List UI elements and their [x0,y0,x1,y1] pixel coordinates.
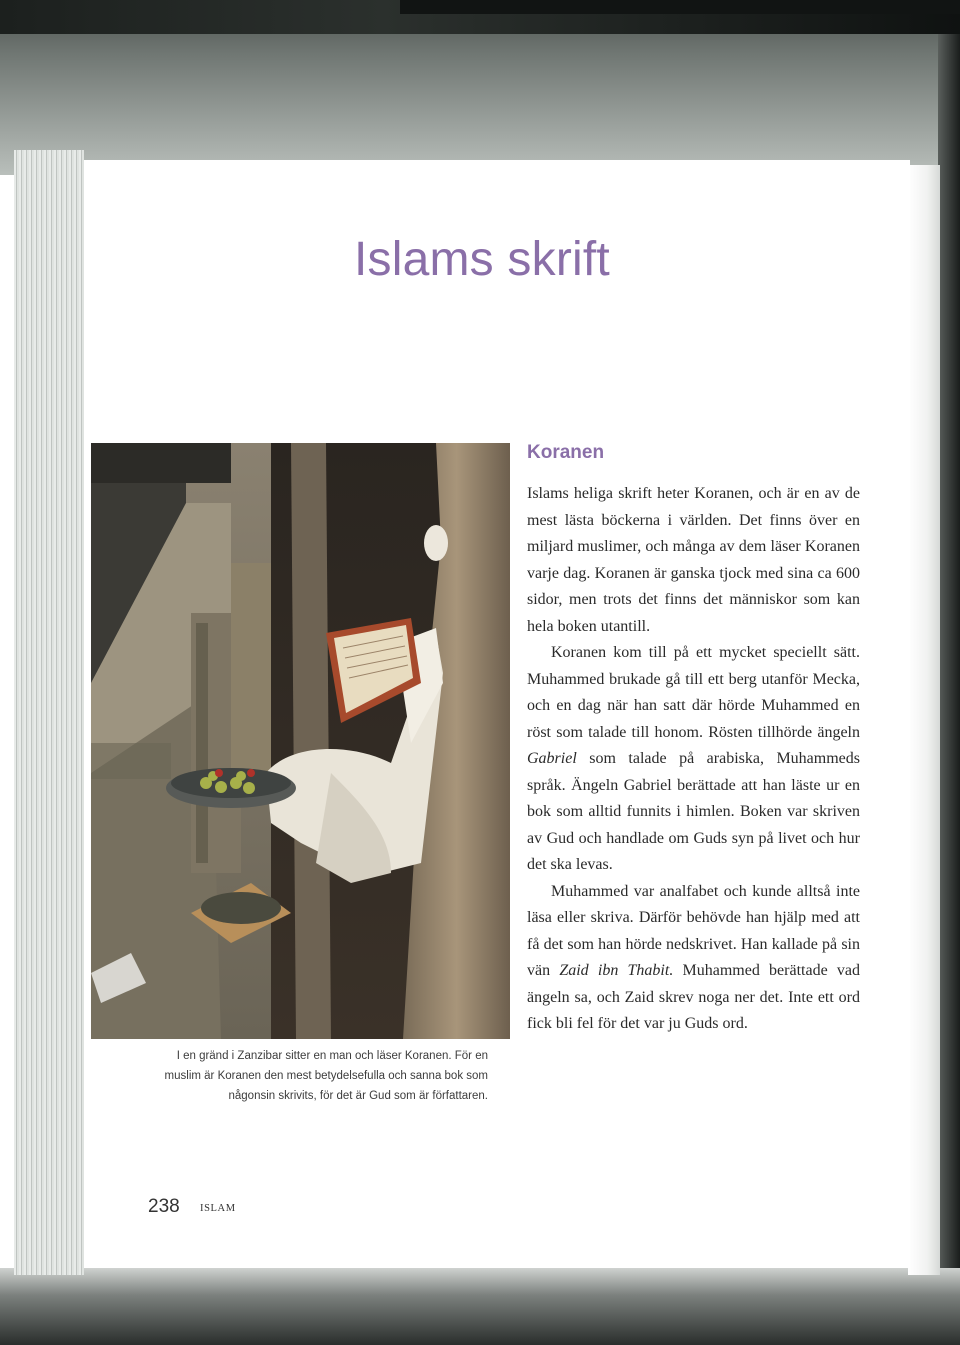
body-text [527,481,860,1038]
book-page-edges-left [14,150,84,1275]
running-head: ISLAM [200,1203,236,1214]
photo-man-reading-koran [91,443,510,1039]
paragraph-3 [527,879,860,1038]
section-heading: Koranen [527,442,605,463]
photo-illustration [91,443,510,1039]
paragraph-3-part-a: Muhammed var analfabet och kunde alltså inte läsa eller skriva. Därför behövde han hjälp med att få det som han hörde nedskrivet. Han kallade på sin vän [527,882,860,979]
page-title: Islams skrift [354,233,610,286]
page-number: 238 [148,1196,180,1217]
paragraph-2-part-a: Koranen kom till på ett mycket speciellt sätt. Muhammed brukade gå till ett berg utanför Mecka, och en dag när han satt där hörde Muhammed en röst som talade till honom. Rösten tillhörde ängeln [527,644,860,741]
paragraph-1: Islams heliga skrift heter Koranen, och är en av de mest lästa böckerna i världen. Det finns över en miljard muslimer, och många av dem läser Koranen varje dag. Koranen är ganska tjock med sina ca 600 sidor, men trots det finns det människor som kan hela boken utantill. [527,485,860,635]
paragraph-2 [527,640,860,879]
paragraph-2-part-b: som talade på arabiska, Muhammeds språk. Ängeln Gabriel berättade att han läste ur en bok som alltid funnits i himlen. Boken var skriven av Gud och handlade om Guds syn på livet och hur det ska levas. [527,750,860,873]
scan-background-right [938,34,960,1345]
paragraph-3-part-b: Muhammed berättade vad ängeln sa, och Zaid skrev noga ner det. Inte ett ord fick bli fel för det var ju Guds ord. [527,962,860,1032]
name-zaid-ibn-thabit: Zaid ibn Thabit. [559,962,674,979]
scan-background-bottom [0,1268,960,1345]
scan-background-strip [400,0,960,14]
book-page-edges-right [908,165,940,1275]
name-gabriel: Gabriel [527,750,577,767]
photo-caption: I en gränd i Zanzibar sitter en man och läser Koranen. För en muslim är Koranen den mest betydelsefulla och sanna bok som någonsin skrivits, för det är Gud som är författaren. [164,1050,488,1102]
